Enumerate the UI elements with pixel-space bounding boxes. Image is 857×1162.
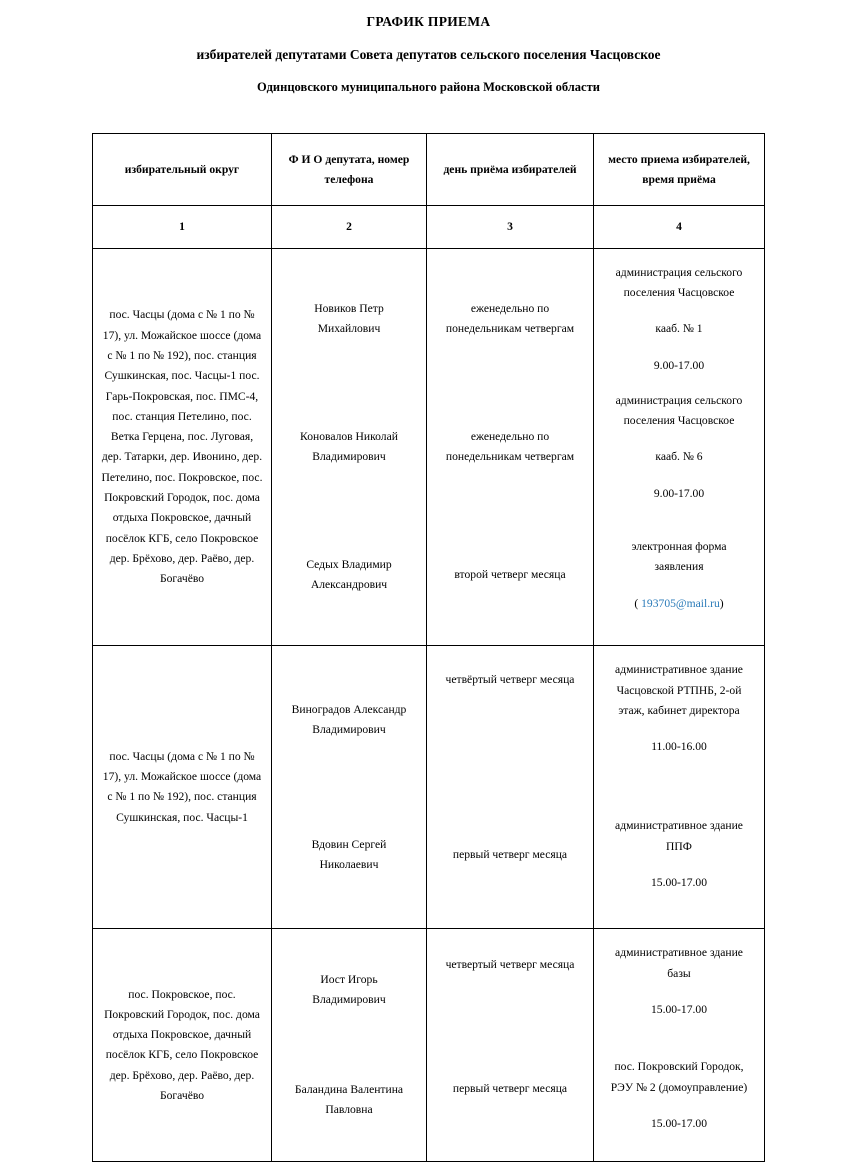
list-item [280,1045,418,1155]
deputy-list [280,935,418,1155]
list-item [435,935,585,1045]
place-cell [594,249,765,646]
place-line-1: электронная форма [631,539,727,553]
reception-day: четвертый четверг месяца [445,958,575,972]
deputy-name-line2: Александрович [310,578,388,592]
day-cell [427,929,594,1162]
deputy-name-line1: Иост Игорь [320,973,378,987]
list-item [602,511,756,639]
reception-time: 15.00-17.00 [650,1116,708,1130]
list-item [280,787,418,922]
place-line-3: этаж, кабинет директора [618,703,740,717]
reception-day: первый четверг месяца [452,1082,568,1096]
column-header-district: избирательный округ [93,134,272,206]
deputy-name [280,383,418,511]
place-line-1: администрация сельского [615,265,743,279]
place-line-2: поселения Часцовское [623,414,735,428]
table-header-row [93,134,765,206]
deputy-name [280,787,418,922]
list-item [602,1045,756,1155]
deputy-name-line2: Владимирович [312,722,386,736]
place-line-2: РЭУ № 2 (домоуправление) [610,1080,748,1094]
place-list [602,652,756,922]
place-line-2: поселения Часцовское [623,286,735,300]
place-cell [594,929,765,1162]
deputy-name [280,255,418,383]
place-line-1: административное здание [615,946,743,960]
list-item [435,1045,585,1155]
reception-place [602,1045,756,1155]
column-number-4: 4 [594,206,765,249]
place-line-3: кааб. № 6 [655,450,703,464]
deputy-name-line1: Вдовин Сергей [311,837,387,851]
deputy-list [280,255,418,639]
list-item [602,652,756,787]
reception-place [602,255,756,383]
deputy-name-line1: Новиков Петр [314,302,384,316]
email-prefix: ( [634,596,642,610]
reception-place [602,652,756,787]
deputy-name-line2: Николаевич [319,857,379,871]
list-item [435,787,585,922]
place-line-1: пос. Покровский Городок, [614,1060,744,1074]
reception-day-line1: еженедельно по [470,430,550,444]
schedule-table [92,133,765,1162]
deputy-name-line1: Баландина Валентина [294,1083,404,1097]
deputy-name [280,652,418,787]
deputy-name-line2: Михайлович [317,322,381,336]
reception-time: 15.00-17.00 [650,876,708,890]
list-item [280,383,418,511]
list-item [280,255,418,383]
deputy-name [280,1045,418,1155]
email-line [608,594,750,614]
deputy-name-line1: Виноградов Александр [291,702,407,716]
list-item [435,383,585,511]
reception-time: 9.00-17.00 [653,358,705,372]
reception-day [435,255,585,383]
column-header-place: место приема избирателей, время приёма [594,134,765,206]
column-header-day: день приёма избирателей [427,134,594,206]
reception-day: второй четверг месяца [454,568,566,582]
table-row [93,646,765,929]
list-item [435,255,585,383]
document-title-block [0,14,857,95]
document-subtitle-1: избирателей депутатами Совета депутатов сельского поселения Часцовское [196,47,661,63]
email-suffix: ) [719,596,724,610]
deputy-cell [272,646,427,929]
reception-time: 11.00-16.00 [651,740,707,754]
list-item [280,935,418,1045]
district-cell: пос. Покровское, пос. Покровский Городок, пос. дома отдыха Покровское, дачный посёлок КГБ, село Покровское дер. Брёхово, дер. Раёво, дер. Богачёво [93,929,272,1162]
reception-day [435,383,585,511]
reception-day-line2: понедельникам четвергам [445,322,575,336]
table-row [93,249,765,646]
page-title: ГРАФИК ПРИЕМА [366,14,491,29]
document-subtitle-2: Одинцовского муниципального района Московской области [257,80,600,95]
reception-day: первый четверг месяца [452,847,568,861]
deputy-name-line1: Седых Владимир [306,558,392,572]
reception-day-line1: еженедельно по [470,302,550,316]
place-line-2: Часцовской РТПНБ, 2-ой [616,683,742,697]
column-number-2: 2 [272,206,427,249]
deputy-list [280,652,418,922]
deputy-name [280,935,418,1045]
deputy-name-line1: Коновалов Николай [300,430,398,444]
deputy-name-line2: Владимирович [312,993,386,1007]
day-cell [427,249,594,646]
reception-time: 15.00-17.00 [650,1002,708,1016]
day-list [435,255,585,639]
list-item [435,511,585,639]
reception-day: четвёртый четверг месяца [445,673,575,687]
reception-place [602,935,756,1045]
list-item [602,935,756,1045]
list-item [602,255,756,383]
place-list [602,935,756,1155]
deputy-name-line2: Павловна [325,1103,373,1117]
list-item [602,383,756,511]
deputy-name-line2: Владимирович [312,450,386,464]
list-item [435,652,585,787]
email-link[interactable]: 193705@mail.ru [641,596,720,610]
reception-place [602,511,756,639]
place-line-2: заявления [654,560,704,574]
reception-day-line2: понедельникам четвергам [445,450,575,464]
reception-place [602,787,756,922]
list-item [280,511,418,639]
deputy-cell [272,249,427,646]
table-row [93,929,765,1162]
day-list [435,652,585,922]
deputy-name [280,511,418,639]
list-item [602,787,756,922]
column-number-3: 3 [427,206,594,249]
place-line-1: административное здание [615,819,743,833]
table-column-number-row [93,206,765,249]
day-list [435,935,585,1155]
column-number-1: 1 [93,206,272,249]
district-cell: пос. Часцы (дома с № 1 по № 17), ул. Можайское шоссе (дома с № 1 по № 192), пос. станция Сушкинская, пос. Часцы-1 [93,646,272,929]
deputy-cell [272,929,427,1162]
table-body [93,249,765,1162]
column-header-deputy: Ф И О депутата, номер телефона [272,134,427,206]
place-cell [594,646,765,929]
place-list [602,255,756,639]
day-cell [427,646,594,929]
district-cell: пос. Часцы (дома с № 1 по № 17), ул. Можайское шоссе (дома с № 1 по № 192), пос. станция Сушкинская, пос. Часцы-1 пос. Гарь-Покровская, пос. ПМС-4, пос. станция Петелино, пос. Ветка Герцена, пос. Луговая, дер. Татарки, дер. Ивонино, дер. Петелино, пос. Покровское, пос. Покровский Городок, пос. дома отдыха Покровское, дачный посёлок КГБ, село Покровское дер. Брёхово, дер. Раёво, дер. Богачёво [93,249,272,646]
place-line-1: административное здание [615,663,743,677]
reception-time: 9.00-17.00 [653,486,705,500]
place-line-1: администрация сельского [615,393,743,407]
place-line-2: ППФ [666,839,692,853]
place-line-3: кааб. № 1 [655,322,703,336]
table-head [93,134,765,249]
list-item [280,652,418,787]
place-line-2: базы [667,966,691,980]
reception-place [602,383,756,511]
